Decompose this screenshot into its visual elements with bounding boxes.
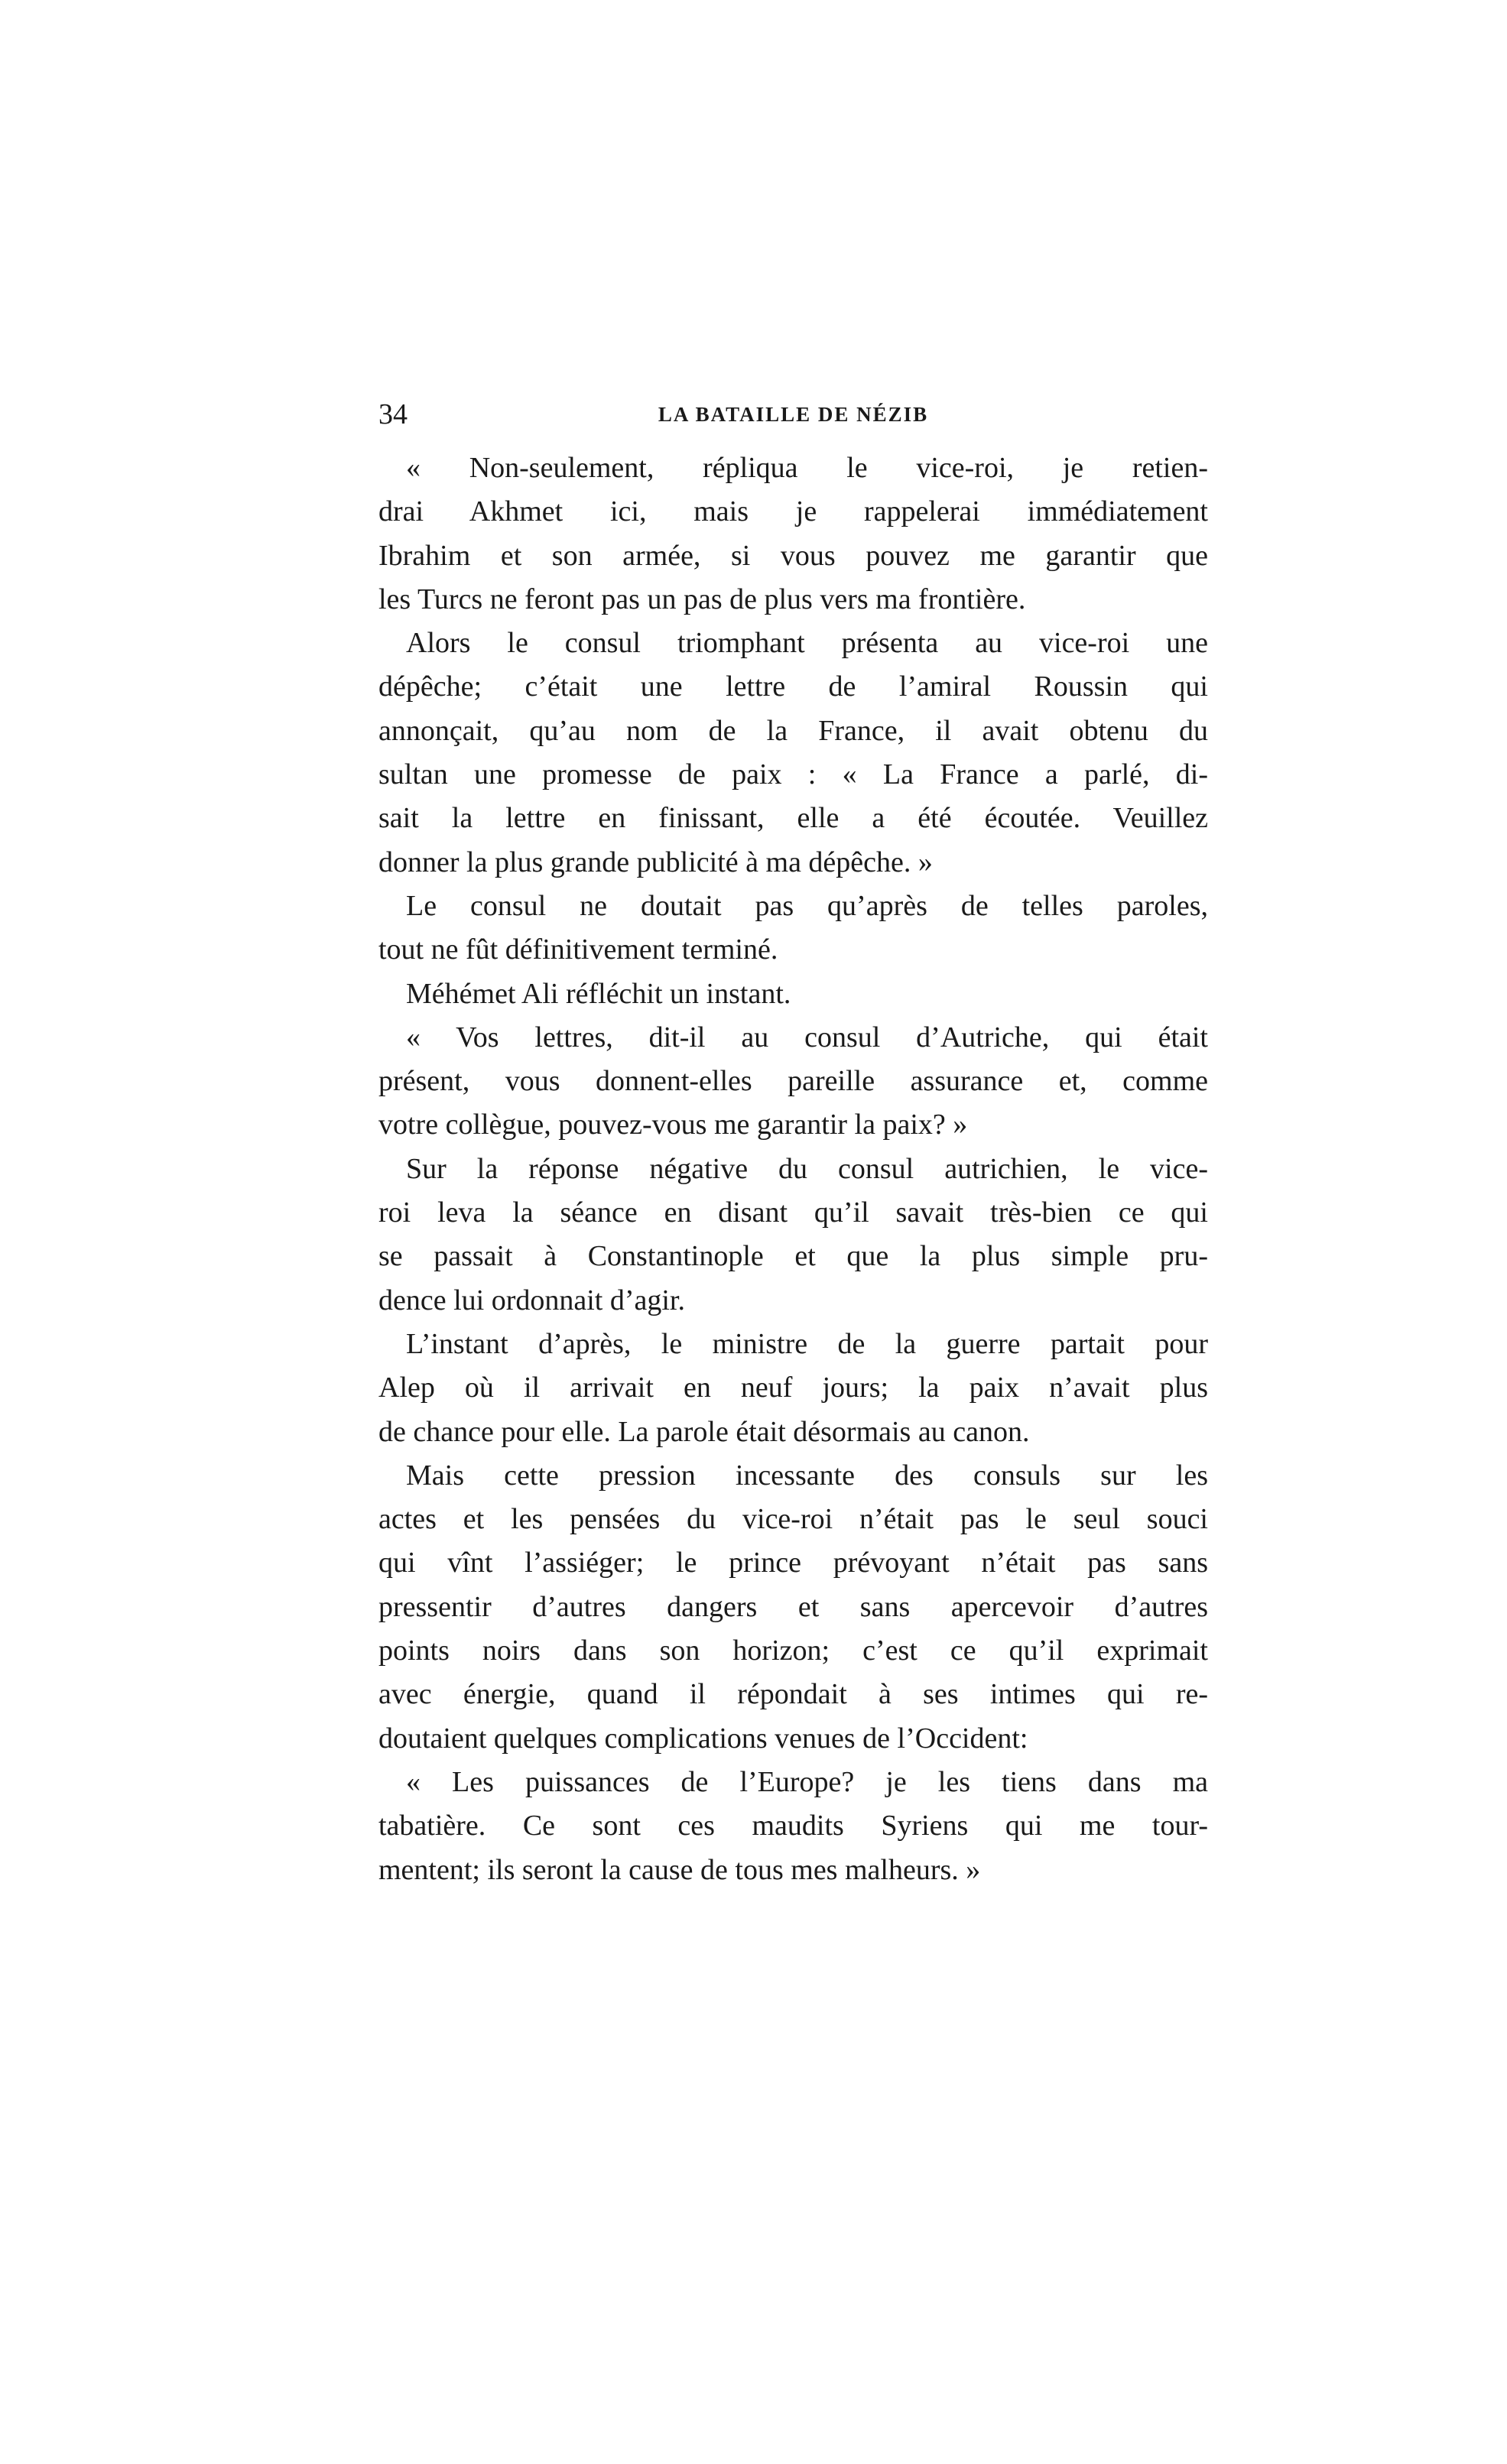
- text-line: pressentir d’autres dangers et sans apercevoir d’autres: [378, 1590, 1208, 1623]
- text-line: drai Akhmet ici, mais je rappelerai immédiatement: [378, 495, 1208, 528]
- text-line: sultan une promesse de paix : « La France a parlé, di-: [378, 758, 1208, 791]
- text-line: tabatière. Ce sont ces maudits Syriens qui me tour-: [378, 1810, 1208, 1842]
- text-line: Sur la réponse négative du consul autrichien, le vice-: [406, 1152, 1208, 1185]
- text-line: tout ne fût définitivement terminé.: [378, 933, 778, 966]
- text-line: « Non-seulement, répliqua le vice-roi, je retien-: [406, 452, 1208, 484]
- text-line: mentent; ils seront la cause de tous mes malheurs. »: [378, 1853, 981, 1886]
- text-line: votre collègue, pouvez-vous me garantir la paix? »: [378, 1109, 968, 1141]
- text-line: « Vos lettres, dit-il au consul d’Autriche, qui était: [406, 1021, 1208, 1053]
- text-line: Alors le consul triomphant présenta au vice-roi une: [406, 627, 1208, 660]
- text-line: Méhémet Ali réfléchit un instant.: [406, 977, 791, 1010]
- text-line: les Turcs ne feront pas un pas de plus vers ma frontière.: [378, 583, 1026, 615]
- text-line: actes et les pensées du vice-roi n’était pas le seul souci: [378, 1503, 1208, 1536]
- text-line: Mais cette pression incessante des consuls sur les: [406, 1459, 1208, 1492]
- text-line: de chance pour elle. La parole était désormais au canon.: [378, 1415, 1030, 1448]
- text-line: se passait à Constantinople et que la plus simple pru-: [378, 1240, 1208, 1273]
- text-line: sait la lettre en finissant, elle a été écoutée. Veuillez: [378, 802, 1208, 835]
- text-line: « Les puissances de l’Europe? je les tiens dans ma: [406, 1765, 1208, 1798]
- text-line: qui vînt l’assiéger; le prince prévoyant n’était pas sans: [378, 1547, 1208, 1579]
- text-line: présent, vous donnent-elles pareille assurance et, comme: [378, 1065, 1208, 1098]
- text-line: L’instant d’après, le ministre de la guerre partait pour: [406, 1327, 1208, 1360]
- text-line: dépêche; c’était une lettre de l’amiral Roussin qui: [378, 670, 1208, 703]
- text-line: Le consul ne doutait pas qu’après de telles paroles,: [406, 889, 1208, 922]
- page-header: [378, 391, 1220, 437]
- text-line: annonçait, qu’au nom de la France, il avait obtenu du: [378, 714, 1208, 747]
- text-line: Ibrahim et son armée, si vous pouvez me garantir que: [378, 539, 1208, 572]
- body-text: [378, 446, 1208, 1892]
- text-line: Alep où il arrivait en neuf jours; la paix n’avait plus: [378, 1372, 1208, 1404]
- text-line: donner la plus grande publicité à ma dépêche. »: [378, 846, 933, 878]
- text-line: roi leva la séance en disant qu’il savait très-bien ce qui: [378, 1196, 1208, 1229]
- text-line: avec énergie, quand il répondait à ses intimes qui re-: [378, 1678, 1208, 1711]
- running-title: LA BATAILLE DE NÉZIB: [658, 403, 929, 426]
- page-number: 34: [378, 398, 408, 430]
- text-line: doutaient quelques complications venues de l’Occident:: [378, 1722, 1028, 1755]
- text-line: dence lui ordonnait d’agir.: [378, 1284, 685, 1316]
- text-line: points noirs dans son horizon; c’est ce qu’il exprimait: [378, 1635, 1208, 1667]
